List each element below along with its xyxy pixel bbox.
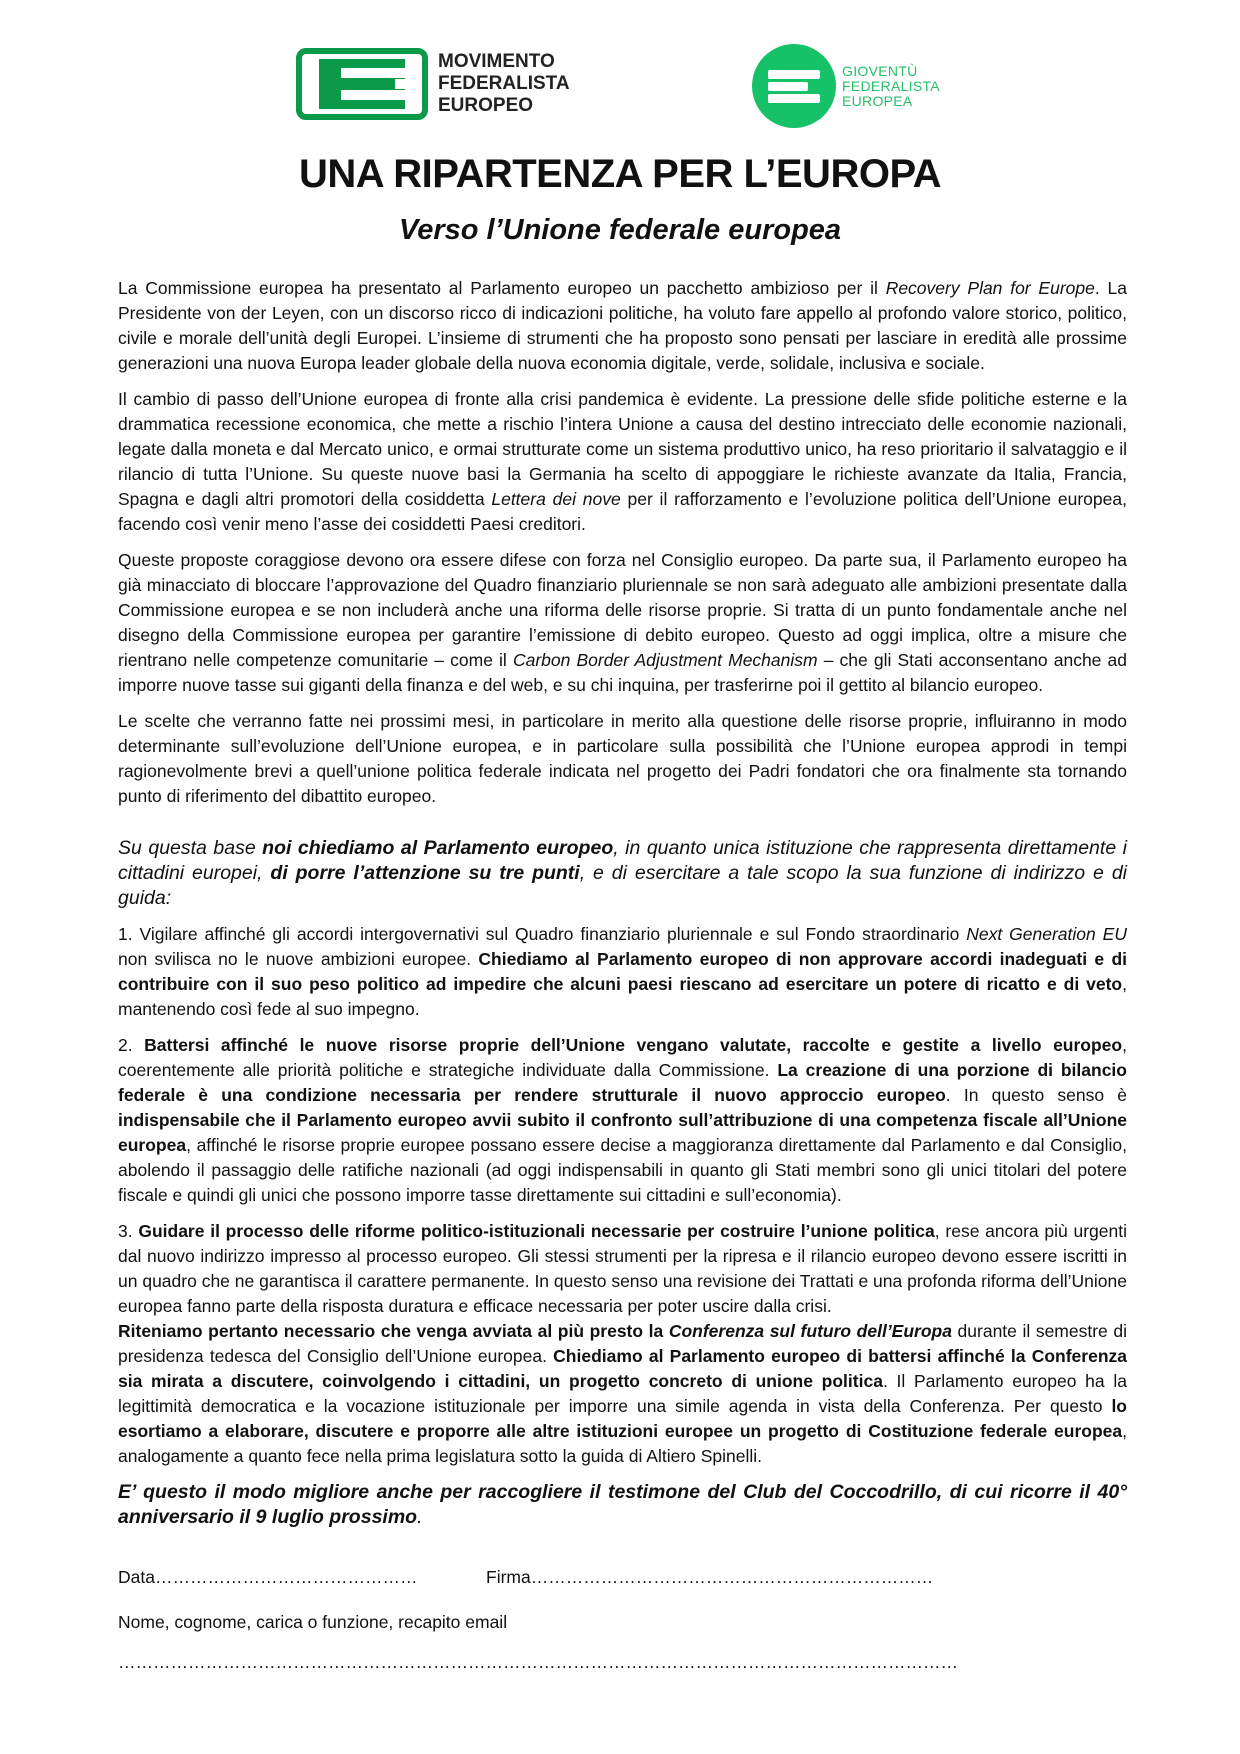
- paragraph-2: Il cambio di passo dell’Unione europea di fronte alla crisi pandemica è evidente. La pressione delle sfide politiche esterne e la drammatica recessione economica, che mette a rischio l’intera Unione a causa del destino intrecciato delle economie nazionali, legate dalla moneta e dal Mercato unico, e ormai strutturate come un sistema produttivo unico, ha reso prioritario il salvataggio e il rilancio di tutta l’Unione. Su queste nuove basi la Germania ha scelto di appoggiare le richieste avanzate da Italia, Francia, Spagna e dagli altri promotori della cosiddetta Lettera dei nove per il rafforzamento e l’evoluzione politica dell’Unione europea, facendo così venir meno l’asse dei cosiddetti Paesi creditori.: [118, 389, 1127, 534]
- page-title: UNA RIPARTENZA PER L’EUROPA: [298, 152, 942, 196]
- document-body: [118, 276, 1127, 1541]
- logo-left-line2: FEDERALISTA: [438, 73, 570, 94]
- logo-gioventu-federalista-europea: [752, 44, 940, 128]
- point-1: 1. Vigilare affinché gli accordi intergovernativi sul Quadro finanziario pluriennale e sul Fondo straordinario Next Generation EU non svilisca no le nuove ambizioni europee. Chiediamo al Parlamento europeo di non approvare accordi inadeguati e di contribuire con il suo peso politico ad impedire che alcuni paesi riescano ad esercitare un potere di ricatto e di veto, mantenendo così fede al suo impegno.: [118, 924, 1127, 1019]
- logo-right-line2: FEDERALISTA: [842, 77, 940, 94]
- mfe-logo-icon: [296, 48, 428, 120]
- date-field[interactable]: Data………………………………………: [118, 1567, 418, 1587]
- signature-field[interactable]: Firma……………………………………………………………: [486, 1567, 934, 1587]
- contact-field[interactable]: ………………………………………………………………………………………………………………………………: [118, 1652, 958, 1672]
- paragraph-3: Queste proposte coraggiose devono ora essere difese con forza nel Consiglio europeo. Da parte sua, il Parlamento europeo ha già minacciato di bloccare l’approvazione del Quadro finanziario pluriennale se non sarà adeguato alle ambizioni presentate dalla Commissione europea e se non includerà anche una riforma delle risorse proprie. Si tratta di un punto fondamentale anche nel disegno della Commissione europea per garantire l’emissione di debito europeo. Questo ad oggi implica, oltre a misure che rientrano nelle competenze comunitarie – come il Carbon Border Adjustment Mechanism – che gli Stati acconsentano anche ad imporre nuove tasse sui giganti della finanza e del web, e su chi inquina, per trasferirne poi il gettito al bilancio europeo.: [118, 550, 1127, 695]
- logo-movimento-federalista-europeo: [296, 48, 570, 120]
- contact-label: Nome, cognome, carica o funzione, recapito email: [118, 1612, 508, 1632]
- lead-paragraph: Su questa base noi chiediamo al Parlamento europeo, in quanto unica istituzione che rappresenta direttamente i cittadini europei, di porre l’attenzione su tre punti, e di esercitare a tale scopo la sua funzione di indirizzo e di guida:: [118, 837, 1127, 909]
- paragraph-4: Le scelte che verranno fatte nei prossimi mesi, in particolare in merito alla questione delle risorse proprie, influiranno in modo determinante sull’evoluzione dell’Unione europea, e in particolare sulla possibilità che l’Unione europea approdi in tempi ragionevolmente brevi a quell’unione politica federale indicata nel progetto dei Padri fondatori che ora finalmente sta tornando punto di riferimento del dibattito europeo.: [118, 711, 1127, 806]
- logo-left-line1: MOVIMENTO: [438, 51, 555, 72]
- page-subtitle: Verso l’Unione federale europea: [398, 214, 842, 246]
- point-2: 2. Battersi affinché le nuove risorse proprie dell’Unione vengano valutate, raccolte e gestite a livello europeo, coerentemente alle priorità politiche e strategiche individuate dalla Commissione. La creazione di una porzione di bilancio federale è una condizione necessaria per rendere strutturale il nuovo approccio europeo. In questo senso è indispensabile che il Parlamento europeo avvii subito il confronto sull’attribuzione di una competenza fiscale all’Unione europea, affinché le risorse proprie europee possano essere decise a maggioranza direttamente dal Parlamento e dal Consiglio, abolendo il passaggio delle ratifiche nazionali (ad oggi indispensabili in quanto gli Stati membri sono gli unici titolari del potere fiscale e quindi gli unici che possono imporre tasse direttamente sui cittadini e sull’economia).: [118, 1035, 1127, 1205]
- closing-paragraph: E’ questo il modo migliore anche per raccogliere il testimone del Club del Coccodrillo, di cui ricorre il 40° anniversario il 9 luglio prossimo.: [118, 1481, 1127, 1528]
- logo-left-line3: EUROPEO: [438, 95, 534, 116]
- logo-right-line1: GIOVENTÙ: [842, 62, 918, 79]
- paragraph-1: La Commissione europea ha presentato al Parlamento europeo un pacchetto ambizioso per il Recovery Plan for Europe. La Presidente von der Leyen, con un discorso ricco di indicazioni politiche, ha voluto fare appello al profondo valore storico, politico, civile e morale dell’unità degli Europei. L’insieme di strumenti che ha proposto sono pensati per lasciare in eredità alle prossime generazioni una nuova Europa leader globale della nuova economia digitale, verde, solidale, inclusiva e sociale.: [118, 278, 1127, 373]
- logo-right-line3: EUROPEA: [842, 92, 913, 109]
- point-3: 3. Guidare il processo delle riforme politico-istituzionali necessarie per costruire l’unione politica, rese ancora più urgenti dal nuovo indirizzo impresso al processo europeo. Gli stessi strumenti per la ripresa e il rilancio europeo devono essere iscritti in un quadro che ne garantisca il carattere permanente. In questo senso una revisione dei Trattati e una profonda riforma dell’Unione europea fanno parte della risposta duratura e efficace necessaria per poter uscire dalla crisi. Riteniamo pertanto necessario che venga avviata al più presto la Conferenza sul futuro dell’Europa durante il semestre di presidenza tedesca del Consiglio dell’Unione europea. Chiediamo al Parlamento europeo di battersi affinché la Conferenza sia mirata a discutere, coinvolgendo i cittadini, un progetto concreto di unione politica. Il Parlamento europeo ha la legittimità democratica e la vocazione istituzionale per imporre una simile agenda in vista della Conferenza. Per questo lo esortiamo a elaborare, discutere e proporre alle altre istituzioni europee un progetto di Costituzione federale europea, analogamente a quanto fece nella prima legislatura sotto la guida di Altiero Spinelli.: [118, 1221, 1127, 1466]
- gfe-logo-icon: [752, 44, 836, 128]
